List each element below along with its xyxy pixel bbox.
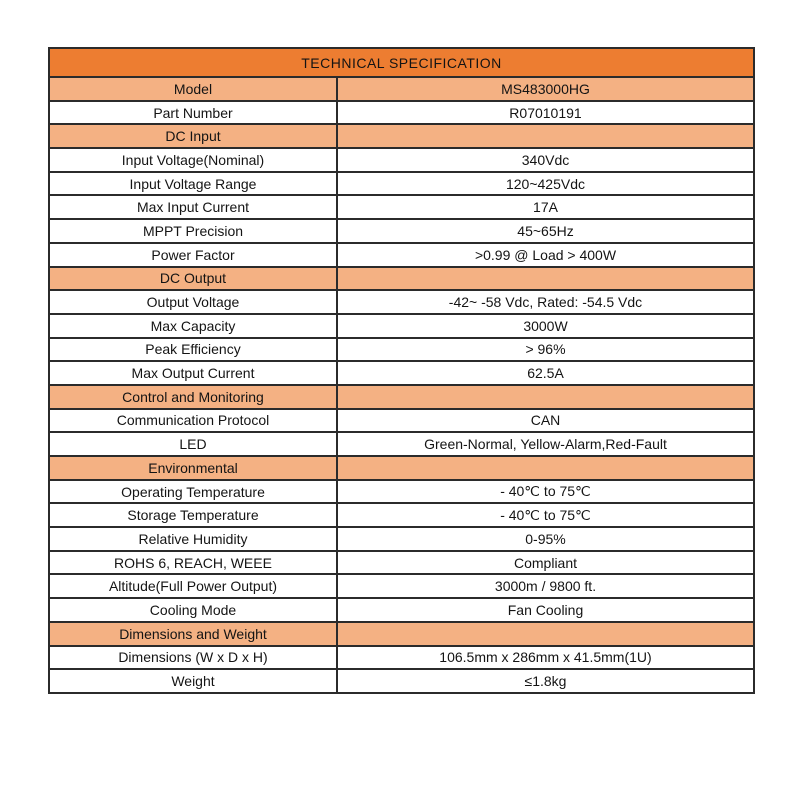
spec-label: Max Capacity: [49, 314, 337, 338]
spec-label: Storage Temperature: [49, 503, 337, 527]
spec-row: [49, 172, 754, 196]
spec-label: Part Number: [49, 101, 337, 125]
spec-label: Control and Monitoring: [49, 385, 337, 409]
spec-row: [49, 243, 754, 267]
spec-value: 3000m / 9800 ft.: [337, 574, 754, 598]
spec-label: Output Voltage: [49, 290, 337, 314]
spec-value: Green-Normal, Yellow-Alarm,Red-Fault: [337, 432, 754, 456]
spec-value: 0-95%: [337, 527, 754, 551]
spec-row: [49, 669, 754, 693]
spec-value: 17A: [337, 195, 754, 219]
spec-row: [49, 480, 754, 504]
spec-value: Fan Cooling: [337, 598, 754, 622]
spec-label: Relative Humidity: [49, 527, 337, 551]
spec-label: Communication Protocol: [49, 409, 337, 433]
spec-row: [49, 290, 754, 314]
spec-value: ≤1.8kg: [337, 669, 754, 693]
spec-label: Power Factor: [49, 243, 337, 267]
section-header-row: [49, 267, 754, 291]
spec-row: [49, 598, 754, 622]
spec-value: 340Vdc: [337, 148, 754, 172]
spec-value: 106.5mm x 286mm x 41.5mm(1U): [337, 646, 754, 670]
spec-label: DC Input: [49, 124, 337, 148]
spec-value: [337, 124, 754, 148]
technical-specification-table: [48, 47, 755, 694]
spec-label: LED: [49, 432, 337, 456]
section-header-row: [49, 124, 754, 148]
spec-value: - 40℃ to 75℃: [337, 503, 754, 527]
spec-value: >0.99 @ Load > 400W: [337, 243, 754, 267]
spec-label: Input Voltage Range: [49, 172, 337, 196]
spec-label: Peak Efficiency: [49, 338, 337, 362]
spec-row: [49, 77, 754, 101]
spec-value: 3000W: [337, 314, 754, 338]
spec-value: [337, 622, 754, 646]
section-header-row: [49, 456, 754, 480]
spec-label: Max Input Current: [49, 195, 337, 219]
section-header-row: [49, 622, 754, 646]
spec-row: [49, 527, 754, 551]
spec-label: ROHS 6, REACH, WEEE: [49, 551, 337, 575]
spec-row: [49, 338, 754, 362]
spec-label: Dimensions and Weight: [49, 622, 337, 646]
spec-value: [337, 385, 754, 409]
spec-value: -42~ -58 Vdc, Rated: -54.5 Vdc: [337, 290, 754, 314]
spec-label: Operating Temperature: [49, 480, 337, 504]
spec-value: R07010191: [337, 101, 754, 125]
spec-label: MPPT Precision: [49, 219, 337, 243]
spec-row: [49, 409, 754, 433]
spec-row: [49, 361, 754, 385]
spec-value: - 40℃ to 75℃: [337, 480, 754, 504]
spec-row: [49, 503, 754, 527]
spec-value: > 96%: [337, 338, 754, 362]
spec-value: 120~425Vdc: [337, 172, 754, 196]
spec-value: 62.5A: [337, 361, 754, 385]
spec-row: [49, 314, 754, 338]
table-title-row: [49, 48, 754, 77]
section-header-row: [49, 385, 754, 409]
spec-label: Model: [49, 77, 337, 101]
spec-label: Environmental: [49, 456, 337, 480]
spec-row: [49, 195, 754, 219]
spec-value: [337, 267, 754, 291]
spec-label: Cooling Mode: [49, 598, 337, 622]
spec-row: [49, 574, 754, 598]
spec-row: [49, 101, 754, 125]
spec-label: Input Voltage(Nominal): [49, 148, 337, 172]
spec-value: CAN: [337, 409, 754, 433]
spec-label: DC Output: [49, 267, 337, 291]
spec-label: Weight: [49, 669, 337, 693]
spec-label: Altitude(Full Power Output): [49, 574, 337, 598]
spec-row: [49, 551, 754, 575]
spec-value: [337, 456, 754, 480]
spec-label: Dimensions (W x D x H): [49, 646, 337, 670]
table-title: TECHNICAL SPECIFICATION: [49, 48, 754, 77]
table-body: [49, 77, 754, 693]
spec-row: [49, 432, 754, 456]
spec-row: [49, 219, 754, 243]
spec-row: [49, 148, 754, 172]
spec-value: 45~65Hz: [337, 219, 754, 243]
spec-value: MS483000HG: [337, 77, 754, 101]
spec-label: Max Output Current: [49, 361, 337, 385]
spec-row: [49, 646, 754, 670]
spec-value: Compliant: [337, 551, 754, 575]
